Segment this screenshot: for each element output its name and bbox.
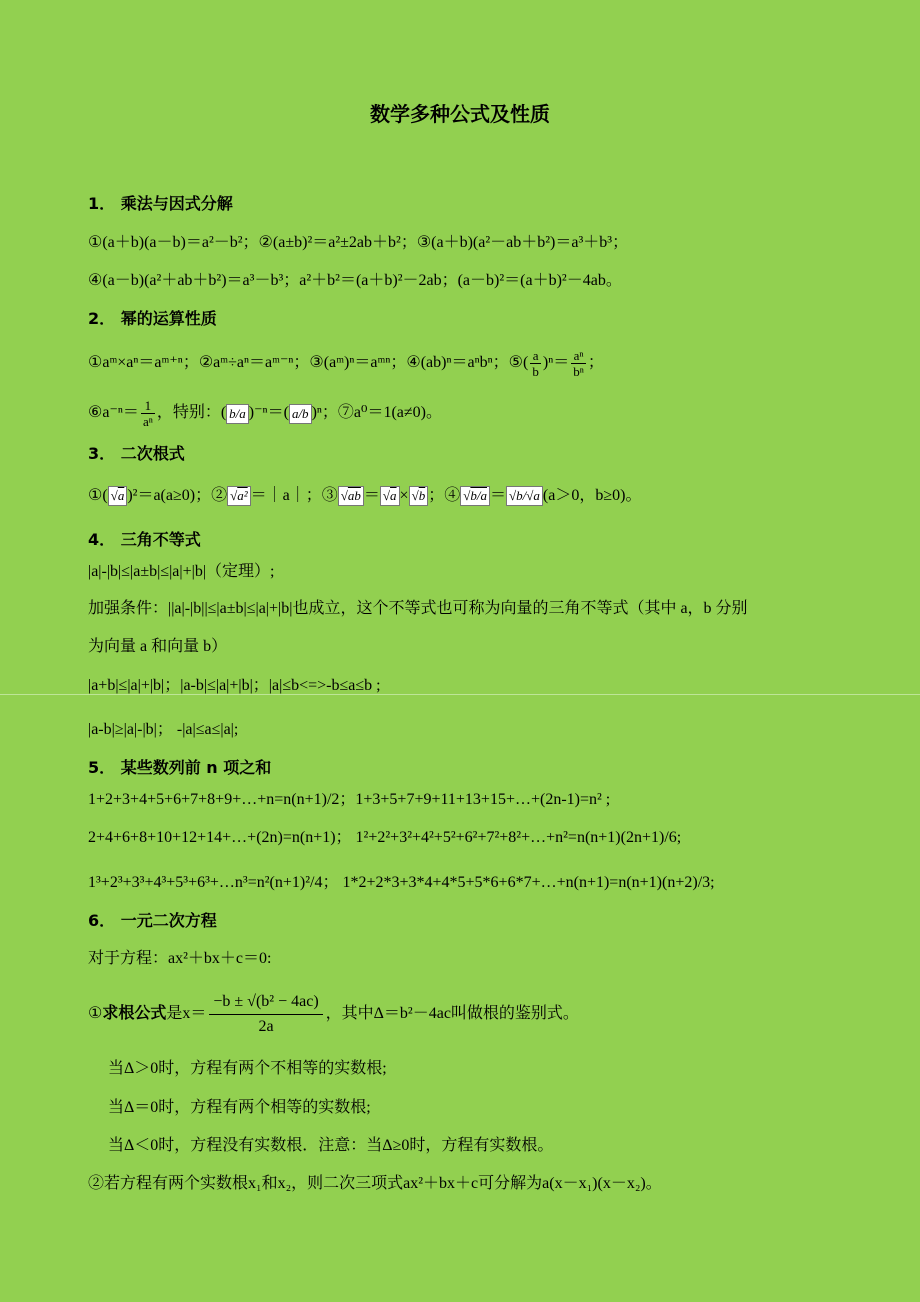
frac-numerator: a <box>530 348 541 364</box>
section-6-line-5: 当Δ＜0时，方程没有实数根．注意：当Δ≥0时，方程有实数根。 <box>108 1137 554 1154</box>
frac-numerator: aⁿ <box>571 348 586 364</box>
section-4-line-1: |a|-|b|≤|a±b|≤|a|+|b|（定理）; <box>88 563 275 580</box>
section-4-line-5: |a-b|≥|a|-|b|； -|a|≤a≤|a|; <box>88 721 239 738</box>
s6-l2-mid: 是x＝ <box>166 1005 207 1023</box>
formula-image-a-over-b: a/b <box>289 404 312 424</box>
s3-text-6: ；④ <box>428 487 461 504</box>
section-6-heading: 6． 一元二次方程 <box>88 911 217 930</box>
radicand: a <box>390 488 397 504</box>
section-6-line-4: 当Δ＝0时，方程有两个相等的实数根; <box>108 1099 371 1116</box>
section-6-line-1: 对于方程：ax²＋bx＋c＝0: <box>88 950 272 967</box>
section-1-line-2: ④(a－b)(a²＋ab＋b²)＝a³－b³；a²＋b²＝(a＋b)²－2ab；(a－b)²＝(a＋b)²－4ab。 <box>88 272 622 289</box>
radicand: ab <box>347 488 361 504</box>
quadratic-formula-fraction <box>209 990 322 1039</box>
formula-denominator: 2a <box>258 1018 274 1035</box>
sqrt-b-over-a-image: √b/a <box>460 486 490 506</box>
frac-denominator: bⁿ <box>573 364 584 379</box>
frac-denominator: aⁿ <box>142 414 153 429</box>
fraction-1-over-an <box>141 398 155 429</box>
s3-text-2: )²＝a(a≥0)；② <box>127 487 228 504</box>
sqrtb-over-sqrta-image: √b/√a <box>506 486 543 506</box>
s6-l2-start: ① <box>88 1005 103 1023</box>
s2-l2-mid: ，特别：( <box>156 404 227 422</box>
section-4-line-3: 为向量 a 和向量 b） <box>88 638 228 655</box>
fraction-an-over-bn <box>571 348 586 379</box>
section-2-line-2 <box>88 398 442 429</box>
section-4-line-4: |a+b|≤|a|+|b|；|a-b|≤|a|+|b|；|a|≤b<=>-b≤a≤b ; <box>88 677 381 694</box>
section-1-heading: 1． 乘法与因式分解 <box>88 194 233 213</box>
section-3-line-1 <box>88 485 641 507</box>
fraction-a-over-b <box>530 348 541 379</box>
section-2-heading: 2． 幂的运算性质 <box>88 309 217 328</box>
section-6-line-2 <box>88 990 579 1039</box>
section-5-heading: 5． 某些数列前 n 项之和 <box>88 758 272 777</box>
sqrt-ab-image: √ab <box>338 486 364 506</box>
sqrt-a-squared-image: √a² <box>227 486 251 506</box>
sqrt-b-image: √b <box>409 486 429 506</box>
radicand: a <box>117 488 125 504</box>
page-separator <box>0 694 920 695</box>
frac-numerator: 1 <box>141 398 155 414</box>
s6-l2-end: ，其中Δ＝b²－4ac叫做根的鉴别式。 <box>325 1005 579 1023</box>
s2-l2-start: ⑥a⁻ⁿ＝ <box>88 404 139 422</box>
section-1-line-1: ①(a＋b)(a－b)＝a²－b²；②(a±b)²＝a²±2ab＋b²；③(a＋b)(a²－ab＋b²)＝a³＋b³； <box>88 234 629 251</box>
s2-l1-mid: )ⁿ＝ <box>542 354 570 372</box>
section-5-line-2: 2+4+6+8+10+12+14+…+(2n)=n(n+1)； 1²+2²+3²+4²+5²+6²+7²+8²+…+n²=n(n+1)(2n+1)/6; <box>88 829 682 846</box>
page-title: 数学多种公式及性质 <box>370 102 550 126</box>
section-6-line-3: 当Δ＞0时，方程有两个不相等的实数根; <box>108 1060 387 1077</box>
s3-text-4: ＝ <box>363 487 380 504</box>
radicand: b/a <box>470 488 487 504</box>
s3-text-7: ＝ <box>490 487 507 504</box>
section-2-line-1 <box>88 348 604 379</box>
s2-l1-end: ； <box>587 354 604 372</box>
root-formula-label: 求根公式 <box>102 1005 167 1023</box>
section-6-line-6: ②若方程有两个实数根x₁和x₂，则二次三项式ax²＋bx＋c可分解为a(x－x₁)(x－x₂)。 <box>88 1175 662 1192</box>
sqrt-a-image: √a <box>108 486 128 506</box>
s3-text-3: ＝｜a｜；③ <box>250 487 338 504</box>
radicand: a² <box>237 488 248 504</box>
s2-l2-mid2: )⁻ⁿ＝( <box>248 404 289 422</box>
frac-denominator: b <box>532 364 539 379</box>
section-5-line-3: 1³+2³+3³+4³+5³+6³+…n³=n²(n+1)²/4； 1*2+2*3+3*4+4*5+5*6+6*7+…+n(n+1)=n(n+1)(n+2)/3; <box>88 874 715 891</box>
s2-l1-text: ①aᵐ×aⁿ＝aᵐ⁺ⁿ；②aᵐ÷aⁿ＝aᵐ⁻ⁿ；③(aᵐ)ⁿ＝aᵐⁿ；④(ab)ⁿ＝aⁿbⁿ；⑤( <box>88 354 529 372</box>
section-4-line-2: 加强条件：||a|-|b||≤|a±b|≤|a|+|b|也成立，这个不等式也可称为向量的三角不等式（其中 a，b 分别 <box>88 600 748 617</box>
section-4-heading: 4． 三角不等式 <box>88 530 201 549</box>
section-5-line-1: 1+2+3+4+5+6+7+8+9+…+n=n(n+1)/2；1+3+5+7+9+11+13+15+…+(2n-1)=n² ; <box>88 791 611 808</box>
radicand: b <box>418 488 426 504</box>
formula-numerator: −b ± √(b² − 4ac) <box>209 990 322 1015</box>
s3-text-5: × <box>399 487 409 504</box>
s2-l2-end: )ⁿ；⑦a⁰＝1(a≠0)。 <box>311 404 442 422</box>
sqrt-a-image: √a <box>380 486 400 506</box>
formula-image-b-over-a: b/a <box>226 404 249 424</box>
s3-text-1: ①( <box>88 487 108 504</box>
s3-text-8: (a＞0，b≥0)。 <box>542 487 642 504</box>
section-3-heading: 3． 二次根式 <box>88 444 185 463</box>
